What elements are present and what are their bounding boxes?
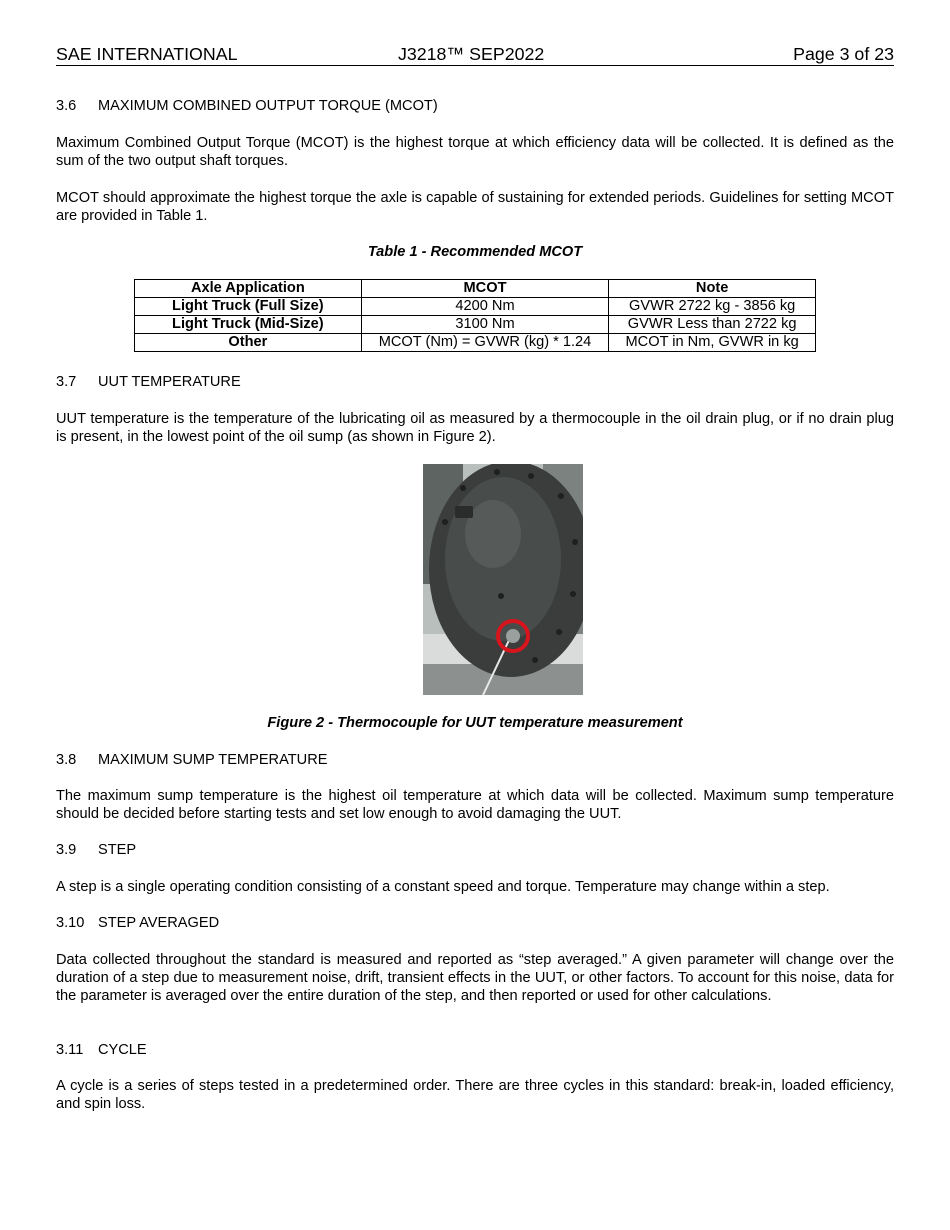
section-title: STEP <box>98 842 137 858</box>
paragraph-step-averaged: Data collected throughout the standard is measured and reported as “step averaged.” A given parameter will change over the duration of a step due to measurement noise, drift, transient effects in the UUT, or other factors. To account for this noise, data for the parameter is averaged over the entire duration of the step, and then reported or used for other calculations. <box>56 952 894 1004</box>
table-header-cell: MCOT <box>361 280 609 298</box>
header-page-number: Page 3 of 23 <box>793 44 894 64</box>
section-title: STEP AVERAGED <box>98 915 220 931</box>
mcot-table <box>134 279 816 352</box>
table-cell: Light Truck (Full Size) <box>135 298 362 316</box>
paragraph-max-sump-temperature: The maximum sump temperature is the highest oil temperature at which data will be collected. Maximum sump temperature should be decided before starting tests and set low enough to avoid damaging the UUT. <box>56 788 894 822</box>
paragraph-mcot-definition: Maximum Combined Output Torque (MCOT) is the highest torque at which efficiency data will be collected. It is defined as the sum of the two output shaft torques. <box>56 135 894 169</box>
figure-caption: Figure 2 - Thermocouple for UUT temperature measurement <box>267 715 683 731</box>
header-document-id: J3218™ SEP2022 <box>398 44 545 64</box>
paragraph-mcot-guidelines: MCOT should approximate the highest torque the axle is capable of sustaining for extended periods. Guidelines for setting MCOT are provided in Table 1. <box>56 190 894 224</box>
section-heading-3-6 <box>56 97 438 115</box>
paragraph-step: A step is a single operating condition consisting of a constant speed and torque. Temperature may change within a step. <box>56 879 830 895</box>
section-title: MAXIMUM SUMP TEMPERATURE <box>98 752 328 768</box>
section-title: MAXIMUM COMBINED OUTPUT TORQUE (MCOT) <box>98 98 438 114</box>
thermocouple-photo <box>423 464 583 695</box>
section-title: CYCLE <box>98 1042 147 1058</box>
table-cell: GVWR Less than 2722 kg <box>609 316 816 334</box>
table-row <box>135 316 816 334</box>
table-row <box>135 334 816 352</box>
thermocouple-photo-drawing <box>423 464 583 695</box>
table-cell: MCOT (Nm) = GVWR (kg) * 1.24 <box>361 334 609 352</box>
table-cell: MCOT in Nm, GVWR in kg <box>609 334 816 352</box>
section-heading-3-8 <box>56 751 327 769</box>
table-cell: 3100 Nm <box>361 316 609 334</box>
paragraph-uut-temperature: UUT temperature is the temperature of the lubricating oil as measured by a thermocouple in the oil drain plug, or if no drain plug is present, in the lowest point of the oil sump (as shown in Figure 2). <box>56 411 894 445</box>
paragraph-cycle: A cycle is a series of steps tested in a predetermined order. There are three cycles in this standard: break-in, loaded efficiency, and spin loss. <box>56 1078 894 1112</box>
section-heading-3-11 <box>56 1041 147 1059</box>
section-number: 3.6 <box>56 98 77 114</box>
table-cell: Light Truck (Mid-Size) <box>135 316 362 334</box>
table-cell: Other <box>135 334 362 352</box>
section-title: UUT TEMPERATURE <box>98 374 241 390</box>
table-caption: Table 1 - Recommended MCOT <box>367 244 583 260</box>
table-header-cell: Axle Application <box>135 280 362 298</box>
table-cell: GVWR 2722 kg - 3856 kg <box>609 298 816 316</box>
section-number: 3.10 <box>56 915 85 931</box>
section-number: 3.7 <box>56 374 77 390</box>
header-organization: SAE INTERNATIONAL <box>56 44 238 64</box>
section-number: 3.11 <box>56 1042 84 1058</box>
section-number: 3.8 <box>56 752 77 768</box>
section-heading-3-9 <box>56 841 136 859</box>
section-number: 3.9 <box>56 842 77 858</box>
table-header-cell: Note <box>609 280 816 298</box>
page-header <box>56 43 894 66</box>
table-header-row <box>135 280 816 298</box>
section-heading-3-10 <box>56 914 219 932</box>
table-cell: 4200 Nm <box>361 298 609 316</box>
table-row <box>135 298 816 316</box>
section-heading-3-7 <box>56 373 241 391</box>
